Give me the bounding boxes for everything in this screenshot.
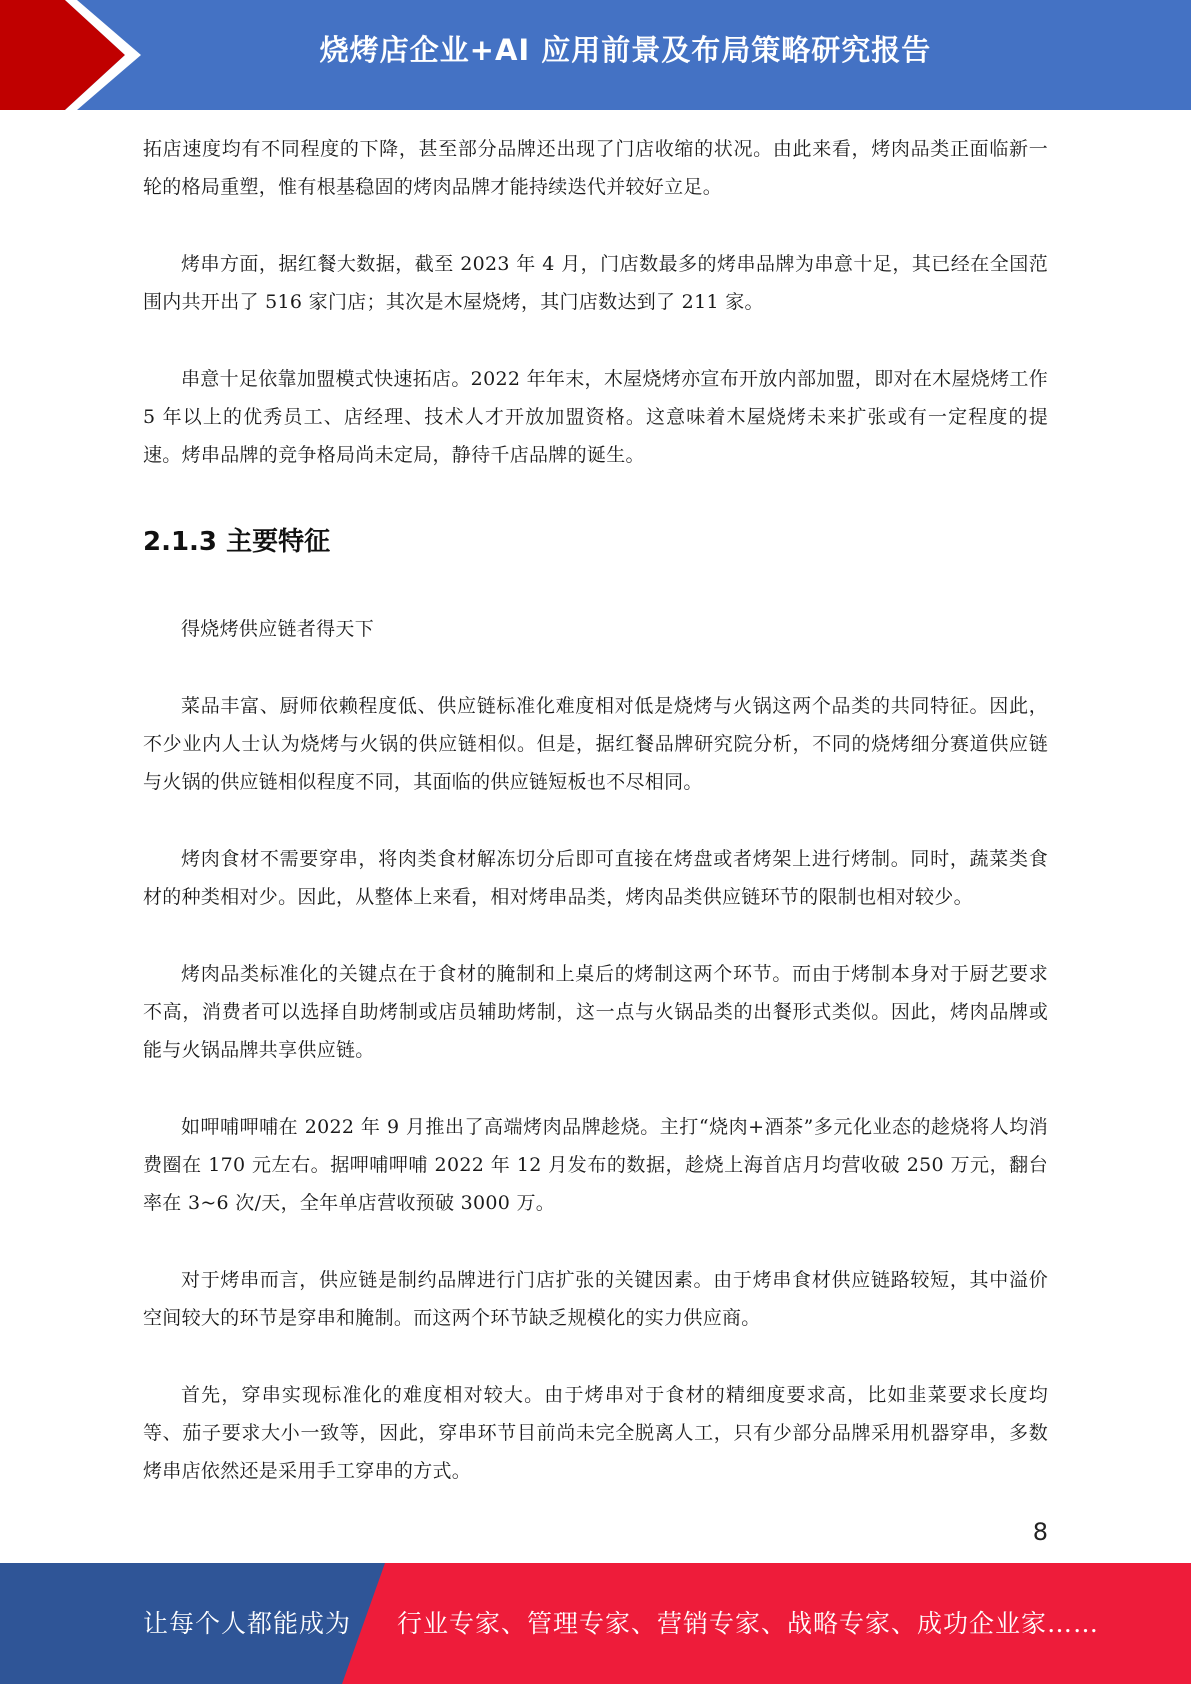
paragraph-3: 串意十足依靠加盟模式快速拓店。2022 年年末，木屋烧烤亦宣布开放内部加盟，即对在木屋烧烤工作 5 年以上的优秀员工、店经理、技术人才开放加盟资格。这意味着木屋烧烤未来扩张或有一定程度的提速。烤串品牌的竞争格局尚未定局，静待千店品牌的诞生。 [143,368,1048,466]
paragraph-8: 如呷哺呷哺在 2022 年 9 月推出了高端烤肉品牌趁烧。主打“烧肉+酒茶”多元化业态的趁烧将人均消费圈在 170 元左右。据呷哺呷哺 2022 年 12 月发布的数据，趁烧上海首店月均营收破 250 万元，翻台率在 3~6 次/天，全年单店营收预破 3000 万。 [143,1116,1048,1214]
report-title: 烧烤店企业+AI 应用前景及布局策略研究报告 [319,33,932,67]
paragraph-9: 对于烤串而言，供应链是制约品牌进行门店扩张的关键因素。由于烤串食材供应链路较短，其中溢价空间较大的环节是穿串和腌制。而这两个环节缺乏规模化的实力供应商。 [143,1269,1048,1329]
footer-slogan-left: 让每个人都能成为 [143,1609,352,1638]
paragraph-2: 烤串方面，据红餐大数据，截至 2023 年 4 月，门店数最多的烤串品牌为串意十足，其已经在全国范围内共开出了 516 家门店；其次是木屋烧烤，其门店数达到了 211 家。 [143,253,1048,313]
document-body [143,130,1048,1490]
paragraph-5: 菜品丰富、厨师依赖程度低、供应链标准化难度相对低是烧烤与火锅这两个品类的共同特征。因此，不少业内人士认为烧烤与火锅的供应链相似。但是，据红餐品牌研究院分析，不同的烧烤细分赛道供应链与火锅的供应链相似程度不同，其面临的供应链短板也不尽相同。 [143,695,1048,793]
footer-slogan-right: 行业专家、管理专家、营销专家、战略专家、成功企业家…… [397,1609,1100,1638]
paragraph-1: 拓店速度均有不同程度的下降，甚至部分品牌还出现了门店收缩的状况。由此来看，烤肉品类正面临新一轮的格局重塑，惟有根基稳固的烤肉品牌才能持续迭代并较好立足。 [143,138,1048,198]
paragraph-10: 首先，穿串实现标准化的难度相对较大。由于烤串对于食材的精细度要求高，比如韭菜要求长度均等、茄子要求大小一致等，因此，穿串环节目前尚未完全脱离人工，只有少部分品牌采用机器穿串，多数烤串店依然还是采用手工穿串的方式。 [143,1384,1048,1482]
paragraph-7: 烤肉品类标准化的关键点在于食材的腌制和上桌后的烤制这两个环节。而由于烤制本身对于厨艺要求不高，消费者可以选择自助烤制或店员辅助烤制，这一点与火锅品类的出餐形式类似。因此，烤肉品牌或能与火锅品牌共享供应链。 [143,963,1048,1061]
page-header [0,0,1191,110]
section-heading: 2.1.3 主要特征 [143,527,331,557]
page-number: 8 [1032,1518,1048,1546]
page-footer [0,1563,1191,1684]
paragraph-4: 得烧烤供应链者得天下 [181,618,375,640]
paragraph-6: 烤肉食材不需要穿串，将肉类食材解冻切分后即可直接在烤盘或者烤架上进行烤制。同时，蔬菜类食材的种类相对少。因此，从整体上来看，相对烤串品类，烤肉品类供应链环节的限制也相对较少。 [143,848,1048,908]
